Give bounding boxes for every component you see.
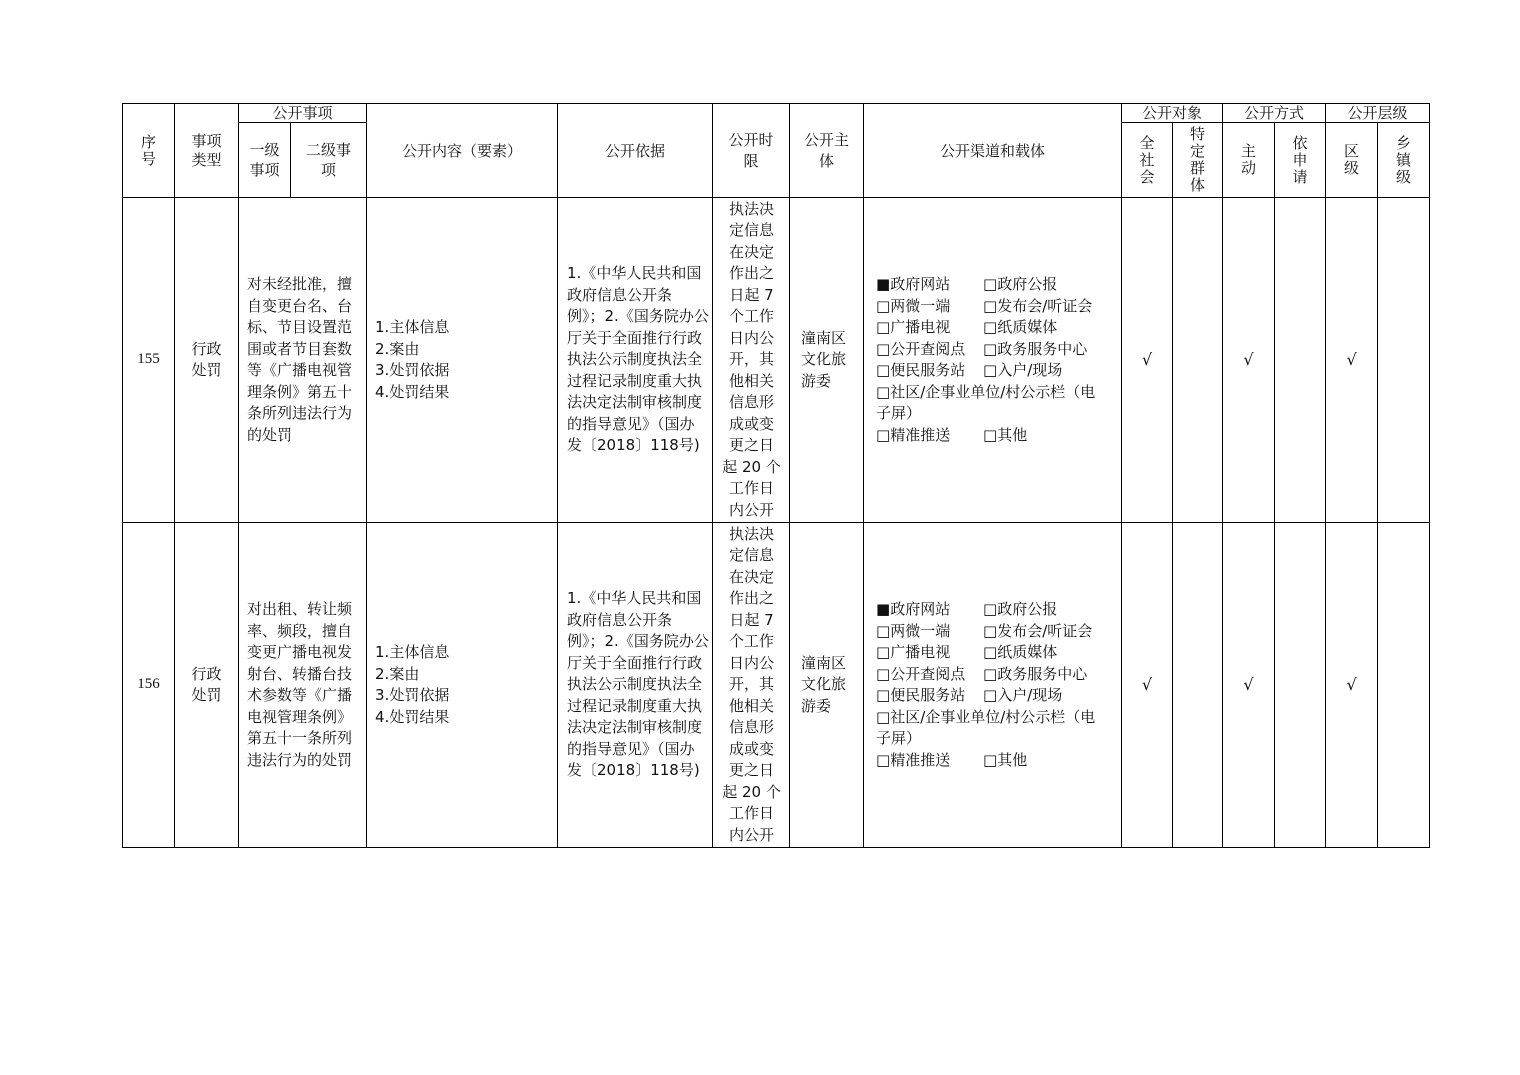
- channel-option: □广播电视: [876, 643, 951, 661]
- header-method-request: 依申请: [1275, 123, 1326, 198]
- content-item: 4.处罚结果: [375, 382, 450, 401]
- channel-option: ■政府网站: [876, 275, 951, 293]
- header-level1: 一级事项: [239, 123, 291, 198]
- channel-option: □纸质媒体: [983, 643, 1058, 661]
- channel-option: □公开查阅点: [876, 664, 966, 683]
- channel-option: □两微一端: [876, 296, 951, 315]
- header-content: 公开内容（要素）: [367, 104, 558, 198]
- channel-option: □便民服务站: [876, 361, 966, 379]
- check-target-all: √: [1122, 198, 1173, 523]
- check-target-all: √: [1122, 523, 1173, 848]
- channel-option: □广播电视: [876, 318, 951, 336]
- header-seq: 序号: [123, 104, 175, 198]
- check-level-district: √: [1326, 198, 1378, 523]
- header-target-specific: 特定群体: [1173, 123, 1223, 198]
- row-channels: [864, 198, 1122, 523]
- channel-option: □政务服务中心: [983, 664, 1088, 683]
- header-subject: 公开主体: [790, 104, 864, 198]
- row-item-type: 行政处罚: [175, 198, 239, 523]
- channel-option: □社区/企事业单位/村公示栏（电子屏）: [876, 707, 1096, 747]
- row-item-name: 对未经批准，擅自变更台名、台标、节目设置范围或者节目套数等《广播电视管理条例》第五十条所列违法行为的处罚: [239, 198, 367, 523]
- row-subject: 潼南区文化旅游委: [790, 198, 864, 523]
- row-deadline: 执法决定信息在决定作出之日起 7 个工作日内公开，其他相关信息形成或变更之日起 20 个工作日内公开: [713, 198, 790, 523]
- header-level2: 二级事项: [291, 123, 367, 198]
- check-level-district: √: [1326, 523, 1378, 848]
- channel-option: □入户/现场: [983, 686, 1063, 704]
- header-public-items: 公开事项: [239, 104, 367, 123]
- table-row: [123, 198, 1430, 523]
- header-channels: 公开渠道和载体: [864, 104, 1122, 198]
- content-item: 1.主体信息: [375, 318, 450, 336]
- channel-option: □发布会/听证会: [983, 296, 1093, 315]
- row-deadline: 执法决定信息在决定作出之日起 7 个工作日内公开，其他相关信息形成或变更之日起 20 个工作日内公开: [713, 523, 790, 848]
- channel-option: □政府公报: [983, 275, 1058, 293]
- channel-option: □公开查阅点: [876, 339, 966, 358]
- content-item: 3.处罚依据: [375, 686, 450, 704]
- header-target-all: 全社会: [1122, 123, 1173, 198]
- row-item-type: 行政处罚: [175, 523, 239, 848]
- content-item: 4.处罚结果: [375, 707, 450, 726]
- header-deadline: 公开时限: [713, 104, 790, 198]
- channel-option: □其他: [983, 425, 1028, 444]
- row-basis: 1.《中华人民共和国政府信息公开条例》；2.《国务院办公厅关于全面推行行政执法公示制度执法全过程记录制度重大执法决定法制审核制度的指导意见》（国办发〔2018〕118号): [558, 198, 713, 523]
- channel-option: ■政府网站: [876, 600, 951, 618]
- row-item-name: 对出租、转让频率、频段，擅自变更广播电视发射台、转播台技术参数等《广播电视管理条例》第五十一条所列违法行为的处罚: [239, 523, 367, 848]
- channel-option: □政府公报: [983, 600, 1058, 618]
- check-target-specific: [1173, 198, 1223, 523]
- channel-option: □入户/现场: [983, 361, 1063, 379]
- check-level-town: [1378, 523, 1430, 848]
- header-level-town: 乡镇级: [1378, 123, 1430, 198]
- content-item: 2.案由: [375, 664, 420, 683]
- content-item: 2.案由: [375, 339, 420, 358]
- content-item: 3.处罚依据: [375, 361, 450, 379]
- row-seq: 156: [123, 523, 175, 848]
- header-item-type: 事项类型: [175, 104, 239, 198]
- row-subject: 潼南区文化旅游委: [790, 523, 864, 848]
- check-method-active: √: [1223, 198, 1275, 523]
- header-target: 公开对象: [1122, 104, 1223, 123]
- channel-option: □便民服务站: [876, 686, 966, 704]
- row-seq: 155: [123, 198, 175, 523]
- disclosure-table: [122, 103, 1430, 848]
- row-content: [367, 523, 558, 848]
- channel-option: □纸质媒体: [983, 318, 1058, 336]
- header-method-active: 主动: [1223, 123, 1275, 198]
- channel-option: □其他: [983, 750, 1028, 769]
- channel-option: □精准推送: [876, 750, 951, 769]
- header-method: 公开方式: [1223, 104, 1326, 123]
- check-level-town: [1378, 198, 1430, 523]
- header-level: 公开层级: [1326, 104, 1430, 123]
- channel-option: □社区/企事业单位/村公示栏（电子屏）: [876, 382, 1096, 422]
- channel-option: □精准推送: [876, 425, 951, 444]
- channel-option: □两微一端: [876, 621, 951, 640]
- check-target-specific: [1173, 523, 1223, 848]
- content-item: 1.主体信息: [375, 643, 450, 661]
- header-row-top: [123, 104, 1430, 123]
- header-basis: 公开依据: [558, 104, 713, 198]
- check-method-active: √: [1223, 523, 1275, 848]
- header-level-district: 区级: [1326, 123, 1378, 198]
- channel-option: □政务服务中心: [983, 339, 1088, 358]
- table-row: [123, 523, 1430, 848]
- row-content: [367, 198, 558, 523]
- channel-option: □发布会/听证会: [983, 621, 1093, 640]
- check-method-request: [1275, 523, 1326, 848]
- row-basis: 1.《中华人民共和国政府信息公开条例》；2.《国务院办公厅关于全面推行行政执法公示制度执法全过程记录制度重大执法决定法制审核制度的指导意见》（国办发〔2018〕118号): [558, 523, 713, 848]
- check-method-request: [1275, 198, 1326, 523]
- row-channels: [864, 523, 1122, 848]
